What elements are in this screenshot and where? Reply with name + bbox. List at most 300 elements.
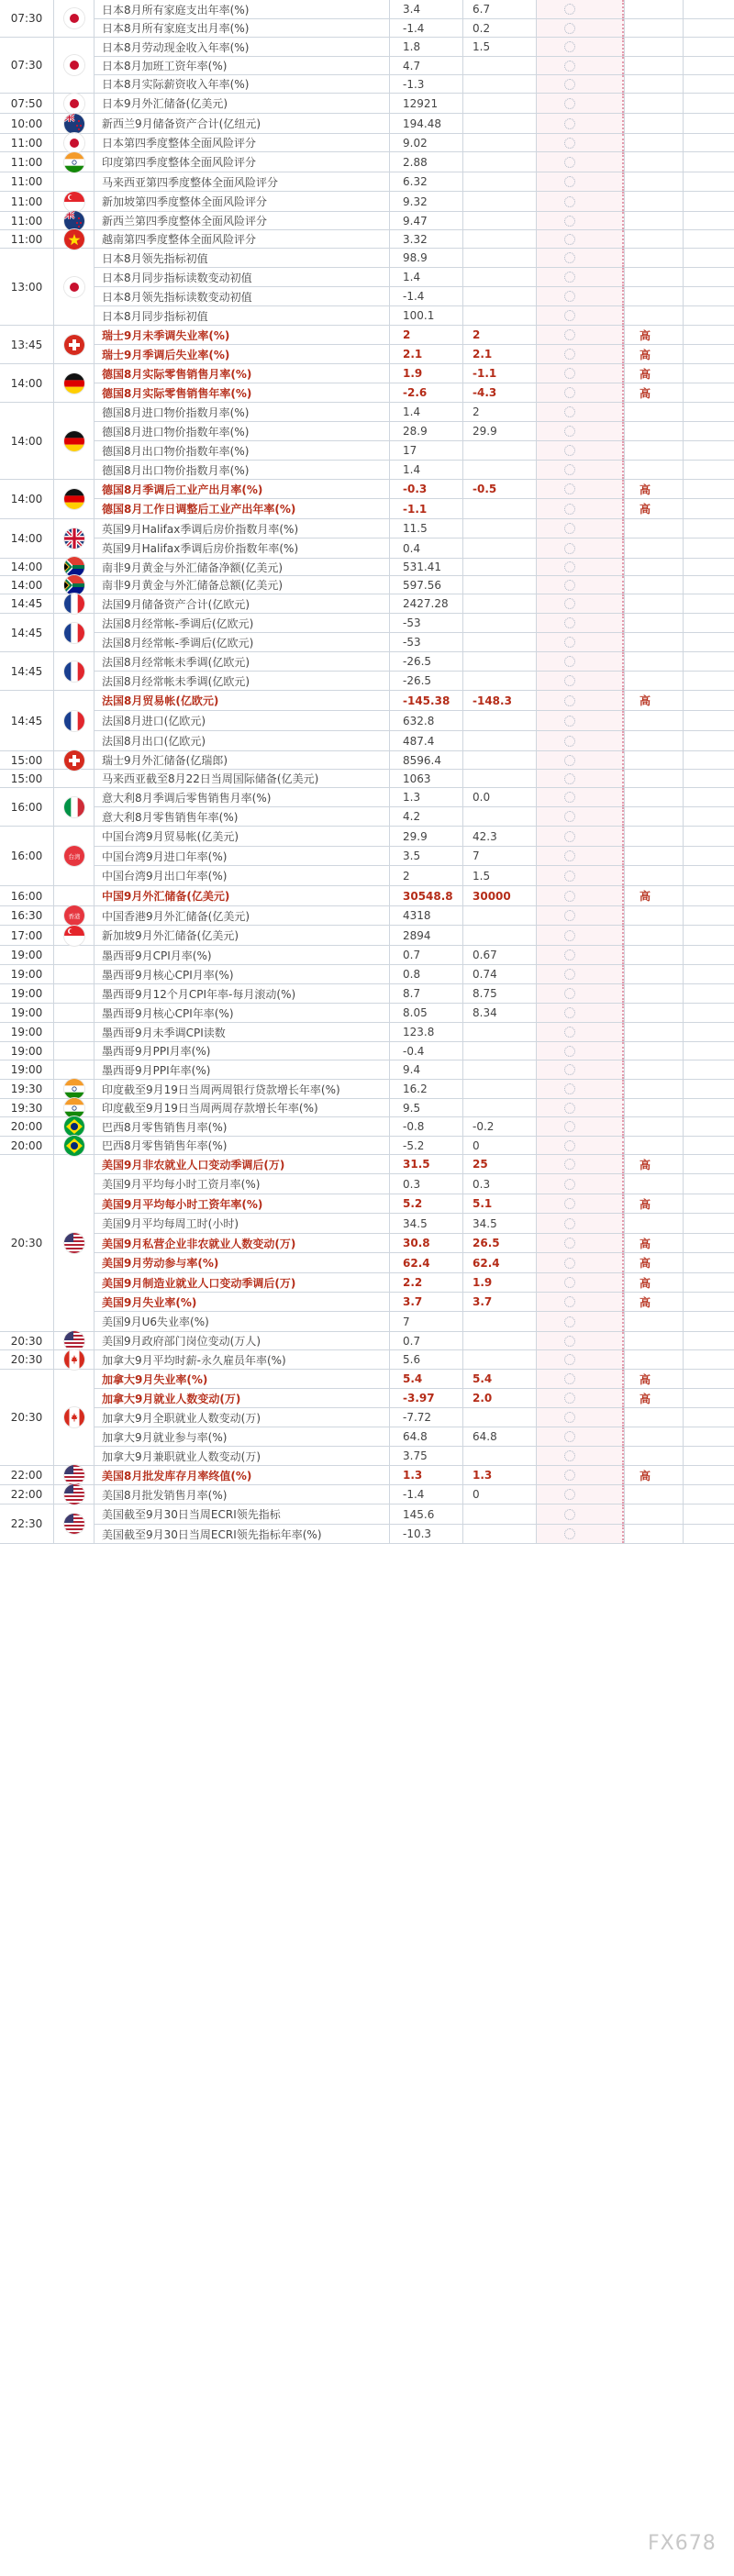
loading-spinner-icon xyxy=(564,831,575,842)
previous-value-pending xyxy=(536,1155,624,1173)
vietnam-flag-icon xyxy=(64,229,84,250)
table-row[interactable] xyxy=(94,539,734,559)
table-row[interactable] xyxy=(94,172,734,192)
france-flag-icon xyxy=(64,594,84,614)
forecast-value xyxy=(462,230,536,248)
country-flag-cell xyxy=(53,94,94,114)
table-row[interactable] xyxy=(94,1214,734,1234)
row-extra-cell xyxy=(683,230,734,248)
table-row[interactable] xyxy=(94,268,734,287)
indicator-name: 美国9月U6失业率(%) xyxy=(94,1312,389,1331)
indicator-name: 墨西哥9月核心CPI年率(%) xyxy=(94,1004,389,1022)
table-row[interactable] xyxy=(94,711,734,731)
row-extra-cell xyxy=(683,906,734,925)
table-row[interactable] xyxy=(94,1253,734,1273)
italy-flag-icon xyxy=(64,797,84,817)
table-row[interactable] xyxy=(94,770,734,788)
table-row[interactable] xyxy=(94,691,734,711)
country-flag-cell xyxy=(53,519,94,559)
release-time: 14:45 xyxy=(0,614,53,652)
loading-spinner-icon xyxy=(564,598,575,609)
importance-label xyxy=(624,57,683,74)
forecast-value: 2.1 xyxy=(462,345,536,363)
country-flag-cell xyxy=(53,1137,94,1155)
previous-value-pending xyxy=(536,152,624,172)
importance-label xyxy=(624,614,683,632)
table-row[interactable] xyxy=(94,403,734,422)
indicator-name: 法国8月经常帐未季调(亿欧元) xyxy=(94,652,389,671)
table-row[interactable] xyxy=(94,807,734,827)
table-row[interactable] xyxy=(94,287,734,306)
table-row[interactable] xyxy=(94,827,734,847)
actual-value: -2.6 xyxy=(389,383,462,402)
previous-value-pending xyxy=(536,1004,624,1022)
actual-value: 0.7 xyxy=(389,1332,462,1349)
table-row[interactable] xyxy=(94,926,734,946)
importance-label xyxy=(624,287,683,305)
table-row[interactable] xyxy=(94,57,734,75)
table-row[interactable] xyxy=(94,1137,734,1155)
country-flag-cell xyxy=(53,1485,94,1505)
release-time: 11:00 xyxy=(0,172,53,192)
table-row[interactable] xyxy=(94,75,734,94)
release-time: 11:00 xyxy=(0,152,53,172)
country-flag-cell xyxy=(53,788,94,827)
importance-label xyxy=(624,94,683,113)
release-time: 20:30 xyxy=(0,1332,53,1350)
forecast-value xyxy=(462,672,536,690)
indicator-name: 法国8月经常帐-季调后(亿欧元) xyxy=(94,614,389,632)
row-extra-cell xyxy=(683,268,734,286)
japan-flag-icon xyxy=(64,133,84,153)
row-extra-cell xyxy=(683,1408,734,1427)
importance-label xyxy=(624,1080,683,1098)
new-zealand-flag-icon xyxy=(64,114,84,134)
table-row[interactable] xyxy=(94,19,734,38)
indicator-name: 瑞士9月未季调失业率(%) xyxy=(94,326,389,344)
table-row[interactable] xyxy=(94,249,734,268)
actual-value: 0.3 xyxy=(389,1174,462,1194)
country-flag-cell xyxy=(53,1466,94,1485)
importance-label xyxy=(624,652,683,671)
table-row[interactable] xyxy=(94,1525,734,1544)
loading-spinner-icon xyxy=(564,1316,575,1327)
forecast-value: 2 xyxy=(462,403,536,421)
loading-spinner-icon xyxy=(564,445,575,456)
indicator-name: 德国8月季调后工业产出月率(%) xyxy=(94,480,389,498)
actual-value: 98.9 xyxy=(389,249,462,267)
table-row[interactable] xyxy=(94,1194,734,1214)
loading-spinner-icon xyxy=(564,310,575,321)
actual-value: 194.48 xyxy=(389,114,462,133)
indicator-name: 日本9月外汇储备(亿美元) xyxy=(94,94,389,113)
previous-value-pending xyxy=(536,441,624,460)
loading-spinner-icon xyxy=(564,695,575,706)
row-extra-cell xyxy=(683,499,734,518)
actual-value: 17 xyxy=(389,441,462,460)
row-extra-cell xyxy=(683,984,734,1003)
actual-value: 3.7 xyxy=(389,1293,462,1311)
previous-value-pending xyxy=(536,1485,624,1504)
importance-label xyxy=(624,539,683,558)
previous-value-pending xyxy=(536,1253,624,1272)
actual-value: -145.38 xyxy=(389,691,462,710)
previous-value-pending xyxy=(536,788,624,806)
actual-value: 1.3 xyxy=(389,1466,462,1484)
table-row[interactable] xyxy=(94,134,734,152)
country-flag-cell xyxy=(53,230,94,249)
country-flag-cell xyxy=(53,946,94,965)
previous-value-pending xyxy=(536,751,624,769)
row-extra-cell xyxy=(683,1370,734,1388)
table-row[interactable] xyxy=(94,1023,734,1042)
indicator-name: 马来西亚第四季度整体全面风险评分 xyxy=(94,172,389,191)
indicator-name: 墨西哥9月PPI月率(%) xyxy=(94,1042,389,1060)
row-extra-cell xyxy=(683,731,734,750)
country-flag-cell xyxy=(53,1023,94,1042)
actual-value: 3.5 xyxy=(389,847,462,865)
indicator-name: 法国8月进口(亿欧元) xyxy=(94,711,389,730)
importance-label xyxy=(624,1060,683,1079)
actual-value: 632.8 xyxy=(389,711,462,730)
actual-value: -1.3 xyxy=(389,75,462,93)
table-row[interactable] xyxy=(94,1466,734,1485)
table-row[interactable] xyxy=(94,114,734,134)
table-row[interactable] xyxy=(94,422,734,441)
release-time: 14:00 xyxy=(0,480,53,519)
release-time: 19:00 xyxy=(0,984,53,1004)
table-row[interactable] xyxy=(94,192,734,212)
indicator-name: 法国8月出口(亿欧元) xyxy=(94,731,389,750)
table-row[interactable] xyxy=(94,1155,734,1174)
indicator-name: 加拿大9月就业参与率(%) xyxy=(94,1427,389,1446)
previous-value-pending xyxy=(536,57,624,74)
forecast-value: 26.5 xyxy=(462,1234,536,1252)
forecast-value xyxy=(462,751,536,769)
table-row[interactable] xyxy=(94,1042,734,1060)
indicator-name: 新西兰第四季度整体全面风险评分 xyxy=(94,212,389,229)
forecast-value xyxy=(462,306,536,325)
table-row[interactable] xyxy=(94,672,734,691)
actual-value: -0.4 xyxy=(389,1042,462,1060)
forecast-value: 0 xyxy=(462,1137,536,1154)
indicator-name: 美国9月平均每小时工资年率(%) xyxy=(94,1194,389,1213)
table-row[interactable] xyxy=(94,1293,734,1312)
table-row[interactable] xyxy=(94,364,734,383)
forecast-value: 6.7 xyxy=(462,0,536,18)
table-row[interactable] xyxy=(94,594,734,614)
forecast-value: 0.67 xyxy=(462,946,536,964)
table-row[interactable] xyxy=(94,965,734,984)
actual-value: 7 xyxy=(389,1312,462,1331)
table-row[interactable] xyxy=(94,1350,734,1370)
importance-label xyxy=(624,1214,683,1233)
importance-label xyxy=(624,807,683,826)
table-row[interactable] xyxy=(94,633,734,652)
row-extra-cell xyxy=(683,576,734,594)
indicator-name: 日本第四季度整体全面风险评分 xyxy=(94,134,389,151)
forecast-value: 64.8 xyxy=(462,1427,536,1446)
forecast-value: 0.74 xyxy=(462,965,536,983)
previous-value-pending xyxy=(536,866,624,885)
importance-label xyxy=(624,965,683,983)
country-flag-cell xyxy=(53,172,94,192)
table-row[interactable] xyxy=(94,1370,734,1389)
row-extra-cell xyxy=(683,1447,734,1465)
importance-label xyxy=(624,403,683,421)
table-row[interactable] xyxy=(94,1099,734,1117)
previous-value-pending xyxy=(536,1080,624,1098)
canada-flag-icon xyxy=(64,1407,84,1427)
release-time: 22:00 xyxy=(0,1466,53,1485)
table-row[interactable] xyxy=(94,306,734,326)
japan-flag-icon xyxy=(64,8,84,28)
forecast-value xyxy=(462,807,536,826)
importance-label: 高 xyxy=(624,1253,683,1272)
indicator-name: 美国9月劳动参与率(%) xyxy=(94,1253,389,1272)
loading-spinner-icon xyxy=(564,504,575,515)
importance-label xyxy=(624,1447,683,1465)
row-extra-cell xyxy=(683,1293,734,1311)
row-extra-cell xyxy=(683,134,734,151)
actual-value: 12921 xyxy=(389,94,462,113)
country-flag-cell xyxy=(53,594,94,614)
forecast-value xyxy=(462,1042,536,1060)
indicator-name: 中国9月外汇储备(亿美元) xyxy=(94,886,389,905)
table-row[interactable] xyxy=(94,499,734,519)
indicator-name: 法国8月经常帐-季调后(亿欧元) xyxy=(94,633,389,651)
actual-value: 531.41 xyxy=(389,559,462,575)
table-row[interactable] xyxy=(94,1060,734,1080)
united-states-flag-icon xyxy=(64,1465,84,1485)
table-row[interactable] xyxy=(94,230,734,249)
indicator-name: 德国8月实际零售销售年率(%) xyxy=(94,383,389,402)
forecast-value xyxy=(462,172,536,191)
table-row[interactable] xyxy=(94,788,734,807)
south-africa-flag-icon xyxy=(64,557,84,577)
table-row[interactable] xyxy=(94,1389,734,1408)
loading-spinner-icon xyxy=(564,811,575,822)
country-flag-cell xyxy=(53,249,94,326)
release-time: 20:30 xyxy=(0,1155,53,1332)
previous-value-pending xyxy=(536,345,624,363)
table-row[interactable] xyxy=(94,1312,734,1332)
table-row[interactable] xyxy=(94,652,734,672)
row-extra-cell xyxy=(683,1485,734,1504)
actual-value: 30.8 xyxy=(389,1234,462,1252)
united-kingdom-flag-icon xyxy=(64,528,84,549)
united-states-flag-icon xyxy=(64,1331,84,1351)
loading-spinner-icon xyxy=(564,4,575,15)
row-extra-cell xyxy=(683,1080,734,1098)
loading-spinner-icon xyxy=(564,1103,575,1114)
country-flag-cell xyxy=(53,886,94,906)
table-row[interactable] xyxy=(94,94,734,114)
importance-label xyxy=(624,751,683,769)
forecast-value: 0.0 xyxy=(462,788,536,806)
forecast-value xyxy=(462,539,536,558)
loading-spinner-icon xyxy=(564,736,575,747)
flag-label-text: 台湾 xyxy=(68,853,80,861)
india-flag-icon xyxy=(64,152,84,172)
table-row[interactable] xyxy=(94,38,734,57)
loading-spinner-icon xyxy=(564,426,575,437)
table-row[interactable] xyxy=(94,614,734,633)
table-row[interactable] xyxy=(94,1332,734,1350)
row-extra-cell xyxy=(683,1427,734,1446)
loading-spinner-icon xyxy=(564,1509,575,1520)
release-time: 20:30 xyxy=(0,1370,53,1466)
country-flag-cell xyxy=(53,134,94,152)
table-row[interactable] xyxy=(94,1004,734,1023)
united-states-flag-icon xyxy=(64,1484,84,1505)
forecast-value: 3.7 xyxy=(462,1293,536,1311)
previous-value-pending xyxy=(536,364,624,383)
forecast-value xyxy=(462,1525,536,1543)
previous-value-pending xyxy=(536,1293,624,1311)
release-time: 19:00 xyxy=(0,946,53,965)
table-row[interactable] xyxy=(94,576,734,594)
forecast-value xyxy=(462,711,536,730)
forecast-value: 42.3 xyxy=(462,827,536,846)
previous-value-pending xyxy=(536,1370,624,1388)
indicator-name: 瑞士9月外汇储备(亿瑞郎) xyxy=(94,751,389,769)
previous-value-pending xyxy=(536,807,624,826)
table-row[interactable] xyxy=(94,519,734,539)
country-flag-cell xyxy=(53,1080,94,1099)
row-extra-cell xyxy=(683,1004,734,1022)
loading-spinner-icon xyxy=(564,1489,575,1500)
table-row[interactable] xyxy=(94,886,734,906)
germany-flag-icon xyxy=(64,373,84,394)
actual-value: 62.4 xyxy=(389,1253,462,1272)
table-row[interactable] xyxy=(94,1427,734,1447)
indicator-name: 美国9月平均每小时工资月率(%) xyxy=(94,1174,389,1194)
previous-value-pending xyxy=(536,1137,624,1154)
actual-value: 5.4 xyxy=(389,1370,462,1388)
actual-value: 2427.28 xyxy=(389,594,462,613)
table-row[interactable] xyxy=(94,1117,734,1137)
actual-value: -1.1 xyxy=(389,499,462,518)
row-extra-cell xyxy=(683,926,734,945)
indicator-name: 中国台湾9月进口年率(%) xyxy=(94,847,389,865)
country-flag-cell xyxy=(53,38,94,94)
table-row[interactable] xyxy=(94,751,734,770)
forecast-value xyxy=(462,519,536,538)
importance-label xyxy=(624,1312,683,1331)
table-row[interactable] xyxy=(94,461,734,480)
table-row[interactable] xyxy=(94,1080,734,1099)
table-row[interactable] xyxy=(94,946,734,965)
table-row[interactable] xyxy=(94,212,734,230)
importance-label xyxy=(624,633,683,651)
table-row[interactable] xyxy=(94,731,734,751)
importance-label xyxy=(624,559,683,575)
table-row[interactable] xyxy=(94,1505,734,1525)
table-row[interactable] xyxy=(94,152,734,172)
table-row[interactable] xyxy=(94,0,734,19)
table-row[interactable] xyxy=(94,866,734,886)
table-row[interactable] xyxy=(94,1485,734,1505)
actual-value: 11.5 xyxy=(389,519,462,538)
forecast-value xyxy=(462,1350,536,1369)
release-time: 15:00 xyxy=(0,770,53,788)
actual-value: 1.8 xyxy=(389,38,462,56)
table-row[interactable] xyxy=(94,326,734,345)
importance-label xyxy=(624,0,683,18)
table-row[interactable] xyxy=(94,345,734,364)
taiwan-flag-icon xyxy=(64,846,84,866)
forecast-value xyxy=(462,614,536,632)
importance-label: 高 xyxy=(624,345,683,363)
country-flag-cell xyxy=(53,770,94,788)
country-flag-cell xyxy=(53,1155,94,1332)
table-row[interactable] xyxy=(94,1234,734,1253)
table-row[interactable] xyxy=(94,383,734,403)
table-row[interactable] xyxy=(94,847,734,866)
importance-label xyxy=(624,711,683,730)
importance-label xyxy=(624,788,683,806)
actual-value: 0.4 xyxy=(389,539,462,558)
release-time: 20:00 xyxy=(0,1137,53,1155)
indicator-name: 墨西哥9月CPI月率(%) xyxy=(94,946,389,964)
loading-spinner-icon xyxy=(564,1470,575,1481)
table-row[interactable] xyxy=(94,441,734,461)
table-row[interactable] xyxy=(94,1273,734,1293)
importance-label: 高 xyxy=(624,886,683,905)
table-row[interactable] xyxy=(94,1408,734,1427)
watermark-logo: FX678 xyxy=(648,2532,717,2555)
previous-value-pending xyxy=(536,1023,624,1041)
table-row[interactable] xyxy=(94,480,734,499)
table-row[interactable] xyxy=(94,559,734,576)
row-extra-cell xyxy=(683,114,734,133)
indicator-name: 法国8月经常帐未季调(亿欧元) xyxy=(94,672,389,690)
row-extra-cell xyxy=(683,1273,734,1292)
actual-value: -26.5 xyxy=(389,672,462,690)
table-row[interactable] xyxy=(94,906,734,926)
table-row[interactable] xyxy=(94,984,734,1004)
release-time: 20:00 xyxy=(0,1117,53,1137)
table-row[interactable] xyxy=(94,1174,734,1194)
row-extra-cell xyxy=(683,287,734,305)
loading-spinner-icon xyxy=(564,949,575,960)
row-extra-cell xyxy=(683,539,734,558)
row-extra-cell xyxy=(683,1194,734,1213)
importance-label: 高 xyxy=(624,499,683,518)
table-row[interactable] xyxy=(94,1447,734,1466)
loading-spinner-icon xyxy=(564,1277,575,1288)
india-flag-icon xyxy=(64,1079,84,1099)
indicator-name: 德国8月进口物价指数年率(%) xyxy=(94,422,389,440)
actual-value: 3.4 xyxy=(389,0,462,18)
loading-spinner-icon xyxy=(564,329,575,340)
row-extra-cell xyxy=(683,633,734,651)
loading-spinner-icon xyxy=(564,196,575,207)
previous-value-pending xyxy=(536,403,624,421)
previous-value-pending xyxy=(536,926,624,945)
row-extra-cell xyxy=(683,1155,734,1173)
actual-value: 64.8 xyxy=(389,1427,462,1446)
importance-label: 高 xyxy=(624,1273,683,1292)
importance-label xyxy=(624,1332,683,1349)
forecast-value xyxy=(462,594,536,613)
forecast-value: 5.1 xyxy=(462,1194,536,1213)
row-extra-cell xyxy=(683,1137,734,1154)
loading-spinner-icon xyxy=(564,1121,575,1132)
indicator-name: 美国9月政府部门岗位变动(万人) xyxy=(94,1332,389,1349)
france-flag-icon xyxy=(64,711,84,731)
